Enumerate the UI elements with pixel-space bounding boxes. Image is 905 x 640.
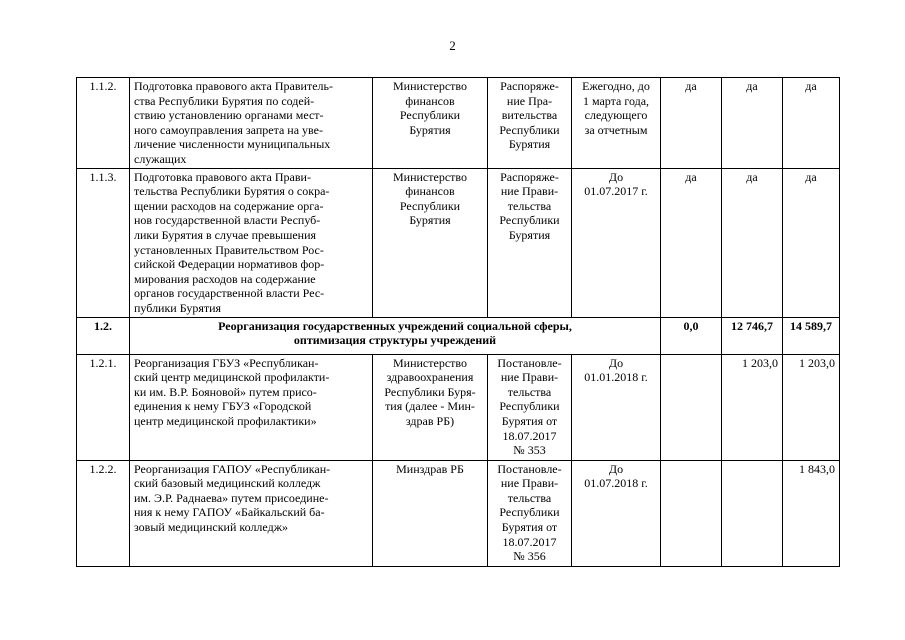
text-line: зовый медицинский колледж» — [134, 519, 288, 534]
row-value-2018: 1 203,0 — [722, 354, 783, 460]
table-row — [77, 168, 840, 317]
text-line: личение численности муниципальных — [134, 137, 331, 152]
text-line: Бурятия от — [501, 519, 558, 534]
text-line: лики Бурятия в случае превышения — [134, 227, 317, 242]
text-line: ного самоуправления запрета на уве- — [134, 122, 323, 137]
text-line: тельства — [507, 490, 552, 505]
text-line: за отчетным — [584, 122, 648, 137]
row-document — [488, 354, 572, 460]
row-number: 1.2.2. — [77, 460, 130, 566]
row-value-2019: да — [783, 78, 840, 169]
text-line: тельства — [507, 384, 552, 399]
row-document — [488, 168, 572, 317]
row-value-2018: да — [722, 78, 783, 169]
text-line: 01.07.2018 г. — [584, 476, 648, 491]
row-executor — [373, 168, 488, 317]
text-line: тия (далее - Мин- — [385, 399, 475, 414]
row-number: 1.1.2. — [77, 78, 130, 169]
text-line: здрав РБ) — [405, 413, 455, 428]
text-line: Ежегодно, до — [582, 79, 650, 93]
row-deadline — [572, 460, 661, 566]
text-line: Постановле- — [497, 461, 562, 476]
row-description — [130, 460, 373, 566]
text-line: ства Республики Бурятия по содей- — [134, 93, 315, 108]
text-line: Республики — [499, 399, 560, 414]
text-line: установленных Правительством Рос- — [134, 242, 324, 257]
text-line: Республики Буря- — [384, 384, 476, 399]
text-line: ние Прави- — [500, 476, 559, 491]
text-line: Республики — [499, 505, 560, 520]
text-line: Постановле- — [497, 355, 562, 370]
text-line: До — [608, 461, 624, 476]
text-line: ствию установлению органами мест- — [134, 108, 324, 123]
text-line: им. Э.Р. Раднаева» путем присоедине- — [134, 490, 329, 505]
text-line: Подготовка правового акта Правитель- — [134, 79, 333, 93]
text-line: нов государственной власти Респуб- — [134, 213, 321, 228]
section-number: 1.2. — [77, 317, 130, 354]
text-line: оптимизация структуры учреждений — [293, 333, 497, 348]
text-line: Реорганизация ГБУЗ «Республикан- — [134, 355, 319, 370]
text-line: Минздрав РБ — [396, 461, 464, 476]
text-line: Министерство — [393, 79, 467, 93]
text-line: служащих — [134, 151, 187, 166]
page-number: 2 — [449, 38, 456, 53]
text-line: Подготовка правового акта Прави- — [134, 169, 311, 184]
text-line: Республики — [499, 213, 560, 228]
row-value-2017 — [661, 460, 722, 566]
text-line: тельства Республики Бурятия о сокра- — [134, 184, 330, 199]
text-line: Республики — [499, 122, 560, 137]
text-line: Распоряже- — [500, 79, 559, 93]
text-line: тельства — [507, 198, 552, 213]
text-line: органов государственной власти Рес- — [134, 286, 325, 301]
row-deadline — [572, 354, 661, 460]
text-line: ки им. В.Р. Бояновой» путем присо- — [134, 384, 317, 399]
text-line: мирования расходов на содержание — [134, 271, 316, 286]
text-line: Бурятия — [409, 122, 451, 137]
text-line: Реорганизация государственных учреждений социальной сферы, — [218, 318, 572, 333]
text-line: 01.07.2017 г. — [584, 184, 648, 199]
text-line: финансов — [405, 93, 455, 108]
text-line: ский центр медицинской профилакти- — [134, 370, 330, 385]
section-value-2019: 14 589,7 — [783, 317, 840, 354]
text-line: здравоохранения — [386, 370, 474, 385]
text-line: единения к нему ГБУЗ «Городской — [134, 399, 312, 414]
text-line: 18.07.2017 — [502, 534, 557, 549]
row-document — [488, 78, 572, 169]
row-number: 1.2.1. — [77, 354, 130, 460]
text-line: Министерство — [393, 169, 467, 184]
table-row — [77, 460, 840, 566]
text-line: щении расходов на содержание орга- — [134, 198, 324, 213]
row-deadline — [572, 168, 661, 317]
row-value-2018 — [722, 460, 783, 566]
text-line: Республики — [399, 108, 461, 123]
text-line: До — [608, 169, 624, 184]
text-line: Министерство — [393, 355, 467, 370]
section-title — [130, 317, 661, 354]
text-line: 18.07.2017 — [502, 428, 557, 443]
text-line: ние Пра- — [506, 93, 553, 108]
text-line: вительства — [501, 108, 558, 123]
text-line: До — [608, 355, 624, 370]
text-line: ние Прави- — [500, 184, 559, 199]
row-executor — [373, 354, 488, 460]
text-line: Республики — [399, 198, 461, 213]
text-line: 01.01.2018 г. — [584, 370, 648, 385]
text-line: Бурятия — [409, 213, 451, 228]
row-value-2017 — [661, 354, 722, 460]
row-value-2017: да — [661, 168, 722, 317]
table-row — [77, 354, 840, 460]
table-row — [77, 78, 840, 169]
section-value-2018: 12 746,7 — [722, 317, 783, 354]
row-description — [130, 168, 373, 317]
row-value-2019: да — [783, 168, 840, 317]
row-value-2017: да — [661, 78, 722, 169]
text-line: центр медицинской профилактики» — [134, 413, 317, 428]
measures-table — [76, 77, 840, 567]
row-value-2019: 1 843,0 — [783, 460, 840, 566]
row-value-2019: 1 203,0 — [783, 354, 840, 460]
text-line: публики Бурятия — [134, 300, 222, 315]
text-line: ние Прави- — [500, 370, 559, 385]
text-line: Распоряже- — [500, 169, 559, 184]
text-line: Бурятия — [508, 227, 551, 242]
text-line: № 356 — [513, 549, 546, 564]
text-line: 1 марта года, — [582, 93, 650, 108]
text-line: следующего — [584, 108, 648, 123]
row-number: 1.1.3. — [77, 168, 130, 317]
text-line: № 353 — [513, 443, 546, 458]
row-executor — [373, 78, 488, 169]
text-line: Реорганизация ГАПОУ «Республикан- — [134, 461, 331, 476]
text-line: Бурятия — [508, 137, 551, 152]
text-line: сийской Федерации нормативов фор- — [134, 257, 325, 272]
row-document — [488, 460, 572, 566]
row-deadline — [572, 78, 661, 169]
row-description — [130, 78, 373, 169]
section-row — [77, 317, 840, 354]
row-executor — [373, 460, 488, 566]
row-value-2018: да — [722, 168, 783, 317]
text-line: ния к нему ГАПОУ «Байкальский ба- — [134, 505, 325, 520]
text-line: Бурятия от — [501, 413, 558, 428]
row-description — [130, 354, 373, 460]
text-line: ский базовый медицинский колледж — [134, 476, 321, 491]
text-line: финансов — [405, 184, 455, 199]
section-value-2017: 0,0 — [661, 317, 722, 354]
